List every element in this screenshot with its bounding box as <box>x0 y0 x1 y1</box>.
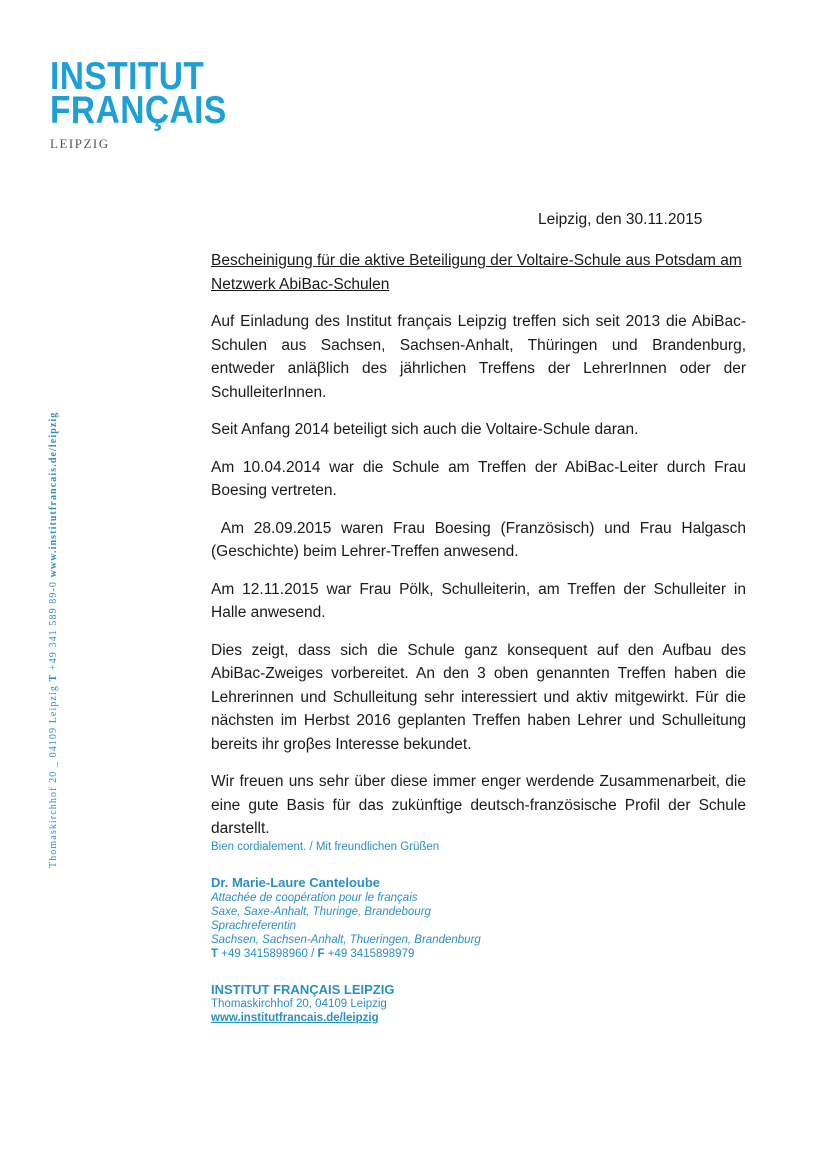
logo-line-institut: INSTITUT <box>50 55 205 98</box>
fax-label: F <box>317 948 325 960</box>
phone-number: +49 3415898960 / <box>218 948 318 960</box>
organization-name: INSTITUT FRANÇAIS LEIPZIG <box>211 982 395 997</box>
vertical-contact-strip <box>48 348 59 868</box>
logo-city: LEIPZIG <box>50 136 110 151</box>
sidebar-phone-label: T <box>48 673 59 682</box>
paragraph-5: Am 12.11.2015 war Frau Pölk, Schulleiterin, am Treffen der Schulleiter in Halle anwesend. <box>211 580 746 621</box>
paragraph-6: Dies zeigt, dass sich die Schule ganz konsequent auf den Aufbau des AbiBac-Zweiges vorbereitet. An den 3 oben genannten Treffen haben die Lehrerinnen und Schulleitung sehr interessiert und aktiv mitgewirkt. Für die nächsten im Herbst 2016 geplanten Treffen haben Lehrer und Schulleitung bereits ihr groβes Interesse bekundet. <box>211 641 746 753</box>
fax-number: +49 3415898979 <box>324 948 415 960</box>
signature-block <box>211 840 481 1025</box>
website-link[interactable]: www.institutfrancais.de/leipzig <box>211 1012 379 1024</box>
letter-body <box>211 249 751 855</box>
signer-region-de: Sachsen, Sachsen-Anhalt, Thueringen, Brandenburg <box>211 934 481 946</box>
signer-phone-fax <box>211 947 481 961</box>
signer-region-fr: Saxe, Saxe-Anhalt, Thuringe, Brandebourg <box>211 906 431 918</box>
paragraph-1: Auf Einladung des Institut français Leipzig treffen sich seit 2013 die AbiBac-Schulen aus Sachsen, Sachsen-Anhalt, Thüringen und Brandenburg, entweder anläβlich des jährlichen Treffens der LehrerInnen oder der SchulleiterInnen. <box>211 313 746 401</box>
sidebar-phone: +49 341 589 89-0 <box>48 577 59 674</box>
closing-greeting: Bien cordialement. / Mit freundlichen Grüßen <box>211 841 440 853</box>
signer-title-fr: Attachée de coopération pour le français <box>211 892 418 904</box>
organization-address: Thomaskirchhof 20, 04109 Leipzig <box>211 998 387 1010</box>
institut-francais-logo <box>50 55 256 152</box>
signer-title-de: Sprachreferentin <box>211 920 297 932</box>
signer-name: Dr. Marie-Laure Canteloube <box>211 875 381 890</box>
letter-subject: Bescheinigung für die aktive Beteiligung der Voltaire-Schule aus Potsdam am Netzwerk AbiBac-Schulen <box>211 252 742 293</box>
letter-date: Leipzig, den 30.11.2015 <box>538 211 703 228</box>
paragraph-4: Am 28.09.2015 waren Frau Boesing (Französisch) und Frau Halgasch (Geschichte) beim Lehrer-Treffen anwesend. <box>211 519 751 560</box>
paragraph-7: Wir freuen uns sehr über diese immer enger werdende Zusammenarbeit, die eine gute Basis für das zukünftige deutsch-französische Profil der Schule darstellt. <box>211 773 746 837</box>
logo-line-francais: FRANÇAIS <box>50 89 227 132</box>
sidebar-address: Thomaskirchhof 20 _ 04109 Leipzig <box>48 681 59 868</box>
phone-label: T <box>211 948 219 960</box>
sidebar-website: www.institutfrancais.de/leipzig <box>48 411 59 578</box>
paragraph-3: Am 10.04.2014 war die Schule am Treffen der AbiBac-Leiter durch Frau Boesing vertreten. <box>211 458 746 499</box>
paragraph-2: Seit Anfang 2014 beteiligt sich auch die Voltaire-Schule daran. <box>211 421 639 438</box>
